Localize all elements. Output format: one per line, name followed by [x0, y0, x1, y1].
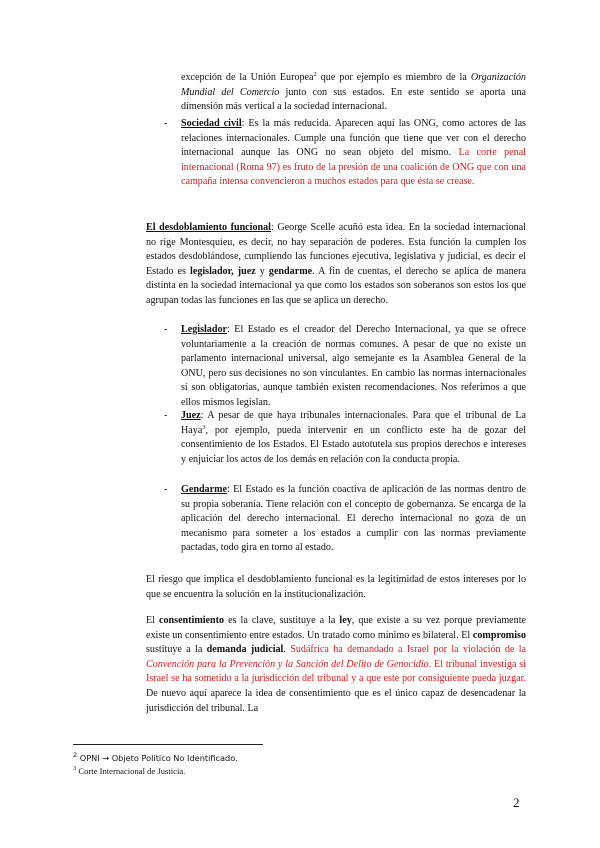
footnote-ref-3[interactable]: 3 [202, 423, 206, 431]
text-run: : El Estado es el creador del Derecho Internacional, ya que se ofrece voluntariamente a la creación de normas comunes. A pesar de que no existe un parlamento internacional universal, algo semejante es la Asamblea General de la ONU, pero sus decisiones no son vinculantes. En cambio las normas internacionales sí son obligatorias, aunque también existen recomendaciones. Nos referimos a que ellos mismos legislan. [181, 324, 526, 408]
red-highlight-text: Sudáfrica ha demandado a Israel por la violación de la [290, 644, 526, 656]
text-run: es la clave, sustituye a la [224, 615, 340, 626]
paragraph-riesgo: El riesgo que implica el desdoblamiento funcional es la legitimidad de estos intereses por lo que se encuentra la solución en la institucionalización. [146, 574, 526, 600]
page-number: 2 [513, 795, 520, 810]
bold-term: legislador, juez [190, 265, 256, 277]
bold-term: demanda judicial [206, 644, 284, 656]
text-run: De nuevo aquí aparece la idea de consentimiento que es el único capaz de desencadenar la jurisdicción del tribunal. La [146, 687, 526, 714]
bold-term: consentimiento [159, 615, 225, 626]
text-run: : George Scelle acuñó esta idea. En la sociedad internacional no rige Montesquieu, es decir, no hay separación de poderes. Esta función la cumplen los estados desdoblándose, cumpliendo las funciones ejecutiva, legislativa y judicial, es decir el Estado es [146, 222, 526, 277]
red-italic-convention: Convención para la Prevención y la Sanción del Delito de Genocidio [146, 658, 429, 670]
footnote-text: OPNI → Objeto Político No Identificado. [77, 753, 238, 763]
paragraph-sociedad-civil [181, 117, 526, 190]
bullet-dash: - [164, 324, 168, 335]
red-highlight-text: La corte penal internacional (Roma 97) es fruto de la presión de una coalición de ONG que con una campaña intensa convencieron a muchos estados para que ésta se crease. [181, 147, 526, 188]
bold-term: gendarme [268, 265, 313, 277]
red-highlight-text: . El tribunal investiga si Israel se ha sometido a la jurisdicción del tribunal y a que este por consiguiente pueda juzgar. [146, 658, 526, 685]
italic-org-name: Organización Mundial del Comercio [181, 72, 526, 98]
heading-gendarme: Gendarme [181, 484, 227, 495]
footnote-3 [73, 766, 185, 777]
paragraph-legislador [181, 323, 526, 411]
text-run: excepción de la Unión Europea [181, 72, 314, 83]
footnote-number: 2 [73, 751, 78, 759]
text-run: . A fin de cuentas, el derecho se aplica de manera distinta en la sociedad internacional ya que como los estados son soberanos son estos los que agrupan todas las funciones en las que se aplica un derecho. [146, 265, 526, 306]
bold-term: ley [339, 615, 352, 626]
paragraph-desdoblamiento [146, 221, 526, 309]
text-run: y [255, 265, 269, 277]
bullet-dash: - [164, 410, 168, 421]
footnote-text: Corte Internacional de Justicia. [76, 766, 186, 776]
text-run: , que existe a su vez porque previamente existe un consentimiento entre estados. Un tratado como mínimo es bilateral. El [146, 615, 526, 641]
footnote-separator [73, 744, 263, 745]
bullet-dash: - [164, 484, 168, 495]
text-run: , por ejemplo, pueda intervenir en un conflicto este ha de gozar del consentimiento de los Estados. El Estado autotutela sus propios derechos e intereses y enjuiciar los actos de los demás en relación con la conducta propia. [181, 424, 526, 465]
heading-legislador: Legislador [181, 324, 227, 335]
footnote-ref-2[interactable]: 2 [313, 71, 317, 78]
text-run: que por ejemplo es miembro de la [316, 72, 471, 83]
paragraph-juez [181, 409, 526, 467]
text-run: . [283, 644, 291, 656]
heading-desdoblamiento-funcional: El desdoblamiento funcional [146, 222, 271, 233]
footnote-2 [73, 753, 238, 764]
heading-juez: Juez [181, 410, 201, 421]
paragraph-gendarme [181, 483, 526, 556]
text-run: sustituye a la [146, 644, 207, 656]
bold-term: compromiso [472, 629, 526, 641]
paragraph-union-europea [181, 71, 526, 115]
text-run: : Es la más reducida. Aparecen aquí las ONG, como actores de las relaciones internacionales. Cumple una función que tiene que ver con el derecho internacional aunque las ONG no sean objeto del mismo. [181, 118, 526, 159]
text-run: El [146, 615, 159, 626]
footnote-number: 3 [73, 765, 77, 772]
heading-sociedad-civil: Sociedad civil [181, 118, 242, 129]
bullet-dash: - [164, 118, 168, 129]
text-run: : El Estado es la función coactiva de aplicación de las normas dentro de su propia soberanía. Tiene relación con el concepto de gobernanza. Se encarga de la aplicación del derecho internacional. El derecho internacional no goza de un mecanismo para someter a los estados a cumplir con las normas previamente pactadas, todo gira en torno al estado. [181, 484, 526, 554]
text-run: : A pesar de que haya tribunales internacionales. Para que el tribunal de La Haya [181, 410, 526, 436]
text-run: junto con sus estados. En este sentido se aporta una dimensión más vertical a la sociedad internacional. [181, 86, 526, 113]
paragraph-consentimiento [146, 614, 526, 716]
